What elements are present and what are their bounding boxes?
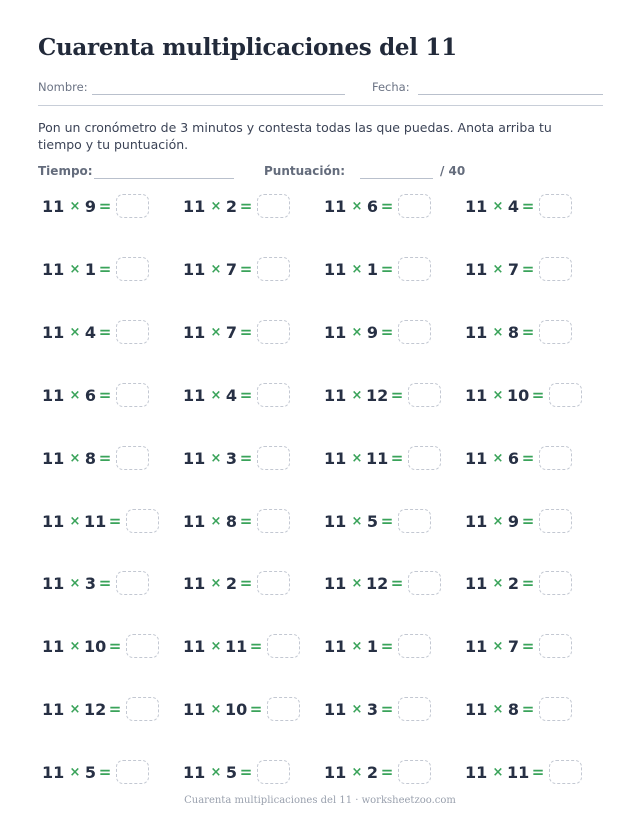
- factor-b: 6: [84, 385, 96, 405]
- answer-box[interactable]: [126, 509, 159, 533]
- equals-sign: =: [98, 449, 112, 467]
- equals-sign: =: [239, 197, 253, 215]
- problem: [324, 319, 431, 345]
- factor-a: 11: [324, 573, 347, 593]
- equals-sign: =: [521, 197, 535, 215]
- factor-a: 11: [42, 511, 65, 531]
- factor-a: 11: [465, 573, 488, 593]
- problem: [465, 508, 572, 534]
- factor-a: 11: [183, 511, 206, 531]
- problem: [183, 633, 300, 659]
- answer-box[interactable]: [257, 760, 290, 784]
- times-sign: ×: [69, 575, 81, 591]
- equals-sign: =: [249, 700, 263, 718]
- times-sign: ×: [492, 324, 504, 340]
- problem: [42, 508, 159, 534]
- factor-a: 11: [183, 762, 206, 782]
- times-sign: ×: [492, 261, 504, 277]
- problem: [465, 696, 572, 722]
- factor-b: 5: [366, 511, 378, 531]
- equals-sign: =: [531, 763, 545, 781]
- equals-sign: =: [390, 574, 404, 592]
- answer-box[interactable]: [257, 257, 290, 281]
- answer-box[interactable]: [257, 509, 290, 533]
- problem: [42, 633, 159, 659]
- factor-b: 9: [366, 322, 378, 342]
- factor-a: 11: [324, 259, 347, 279]
- factor-a: 11: [324, 385, 347, 405]
- times-sign: ×: [351, 701, 363, 717]
- problem: [42, 759, 149, 785]
- factor-b: 3: [225, 448, 237, 468]
- factor-b: 5: [84, 762, 96, 782]
- factor-a: 11: [42, 636, 65, 656]
- problem: [324, 508, 431, 534]
- problem: [324, 445, 441, 471]
- equals-sign: =: [239, 323, 253, 341]
- equals-sign: =: [521, 637, 535, 655]
- equals-sign: =: [98, 197, 112, 215]
- equals-sign: =: [380, 512, 394, 530]
- answer-box[interactable]: [539, 320, 572, 344]
- score-total: / 40: [440, 164, 466, 178]
- footer-text: Cuarenta multiplicaciones del 11 · worksheetzoo.com: [184, 795, 456, 806]
- problem: [183, 570, 290, 596]
- problem: [465, 445, 572, 471]
- times-sign: ×: [492, 513, 504, 529]
- factor-b: 4: [84, 322, 96, 342]
- times-sign: ×: [351, 450, 363, 466]
- answer-box[interactable]: [398, 760, 431, 784]
- equals-sign: =: [108, 512, 122, 530]
- equals-sign: =: [98, 763, 112, 781]
- times-sign: ×: [351, 575, 363, 591]
- problem: [183, 319, 290, 345]
- answer-box[interactable]: [116, 194, 149, 218]
- score-label: Puntuación:: [264, 164, 346, 178]
- equals-sign: =: [380, 323, 394, 341]
- problem: [183, 696, 300, 722]
- problem: [324, 759, 431, 785]
- equals-sign: =: [380, 197, 394, 215]
- factor-b: 2: [366, 762, 378, 782]
- equals-sign: =: [521, 574, 535, 592]
- answer-box[interactable]: [408, 446, 441, 470]
- equals-sign: =: [521, 260, 535, 278]
- factor-a: 11: [324, 636, 347, 656]
- answer-box[interactable]: [398, 634, 431, 658]
- factor-b: 2: [507, 573, 519, 593]
- equals-sign: =: [380, 700, 394, 718]
- factor-a: 11: [465, 385, 488, 405]
- answer-box[interactable]: [116, 571, 149, 595]
- factor-a: 11: [183, 322, 206, 342]
- problem: [465, 382, 582, 408]
- factor-b: 1: [366, 636, 378, 656]
- problem: [183, 759, 290, 785]
- factor-b: 5: [225, 762, 237, 782]
- answer-box[interactable]: [539, 194, 572, 218]
- equals-sign: =: [531, 386, 545, 404]
- times-sign: ×: [492, 198, 504, 214]
- times-sign: ×: [351, 198, 363, 214]
- answer-box[interactable]: [398, 697, 431, 721]
- factor-a: 11: [465, 699, 488, 719]
- equals-sign: =: [98, 386, 112, 404]
- answer-box[interactable]: [398, 320, 431, 344]
- answer-box[interactable]: [398, 257, 431, 281]
- factor-a: 11: [183, 699, 206, 719]
- factor-a: 11: [324, 322, 347, 342]
- answer-box[interactable]: [257, 320, 290, 344]
- answer-box[interactable]: [539, 509, 572, 533]
- problem: [183, 445, 290, 471]
- factor-b: 8: [84, 448, 96, 468]
- name-label: Nombre:: [38, 80, 88, 94]
- times-sign: ×: [492, 575, 504, 591]
- factor-b: 11: [84, 511, 107, 531]
- answer-box[interactable]: [549, 760, 582, 784]
- problem: [183, 508, 290, 534]
- problem: [42, 696, 159, 722]
- factor-a: 11: [324, 762, 347, 782]
- factor-b: 11: [225, 636, 248, 656]
- problem: [465, 256, 572, 282]
- factor-a: 11: [324, 699, 347, 719]
- factor-b: 12: [366, 573, 389, 593]
- factor-b: 10: [225, 699, 248, 719]
- equals-sign: =: [239, 449, 253, 467]
- times-sign: ×: [69, 764, 81, 780]
- page-title: Cuarenta multiplicaciones del 11: [38, 34, 457, 61]
- factor-b: 8: [507, 699, 519, 719]
- factor-b: 11: [366, 448, 389, 468]
- factor-b: 4: [225, 385, 237, 405]
- factor-b: 12: [366, 385, 389, 405]
- factor-a: 11: [42, 573, 65, 593]
- factor-a: 11: [42, 259, 65, 279]
- equals-sign: =: [521, 449, 535, 467]
- answer-box[interactable]: [539, 634, 572, 658]
- answer-box[interactable]: [126, 697, 159, 721]
- factor-a: 11: [183, 196, 206, 216]
- factor-a: 11: [42, 196, 65, 216]
- problem: [42, 256, 149, 282]
- problem: [324, 633, 431, 659]
- problem: [324, 193, 431, 219]
- equals-sign: =: [521, 512, 535, 530]
- times-sign: ×: [351, 638, 363, 654]
- times-sign: ×: [492, 764, 504, 780]
- equals-sign: =: [390, 386, 404, 404]
- times-sign: ×: [69, 701, 81, 717]
- answer-box[interactable]: [126, 634, 159, 658]
- factor-a: 11: [465, 196, 488, 216]
- problem: [465, 570, 572, 596]
- factor-a: 11: [183, 573, 206, 593]
- problem: [465, 633, 572, 659]
- problem: [324, 570, 441, 596]
- factor-a: 11: [183, 448, 206, 468]
- answer-box[interactable]: [116, 257, 149, 281]
- times-sign: ×: [210, 324, 222, 340]
- instructions-text: Pon un cronómetro de 3 minutos y contesta todas las que puedas. Anota arriba tu tiempo y tu puntuación.: [38, 120, 552, 152]
- times-sign: ×: [210, 701, 222, 717]
- factor-a: 11: [465, 322, 488, 342]
- answer-box[interactable]: [539, 571, 572, 595]
- equals-sign: =: [249, 637, 263, 655]
- times-sign: ×: [351, 513, 363, 529]
- answer-box[interactable]: [267, 697, 300, 721]
- equals-sign: =: [380, 260, 394, 278]
- factor-a: 11: [465, 636, 488, 656]
- factor-b: 3: [366, 699, 378, 719]
- problem: [183, 193, 290, 219]
- factor-b: 6: [507, 448, 519, 468]
- factor-a: 11: [324, 511, 347, 531]
- equals-sign: =: [239, 386, 253, 404]
- times-sign: ×: [69, 261, 81, 277]
- equals-sign: =: [108, 637, 122, 655]
- times-sign: ×: [69, 324, 81, 340]
- equals-sign: =: [239, 763, 253, 781]
- time-label: Tiempo:: [38, 164, 93, 178]
- times-sign: ×: [351, 324, 363, 340]
- times-sign: ×: [492, 450, 504, 466]
- answer-box[interactable]: [257, 571, 290, 595]
- factor-b: 2: [225, 573, 237, 593]
- times-sign: ×: [210, 198, 222, 214]
- equals-sign: =: [98, 323, 112, 341]
- answer-box[interactable]: [116, 383, 149, 407]
- factor-b: 7: [225, 322, 237, 342]
- times-sign: ×: [210, 764, 222, 780]
- times-sign: ×: [210, 638, 222, 654]
- factor-b: 12: [84, 699, 107, 719]
- date-label: Fecha:: [372, 80, 410, 94]
- factor-b: 1: [84, 259, 96, 279]
- answer-box[interactable]: [116, 320, 149, 344]
- times-sign: ×: [69, 387, 81, 403]
- answer-box[interactable]: [549, 383, 582, 407]
- answer-box[interactable]: [539, 257, 572, 281]
- times-sign: ×: [210, 387, 222, 403]
- factor-a: 11: [42, 699, 65, 719]
- equals-sign: =: [239, 574, 253, 592]
- times-sign: ×: [210, 513, 222, 529]
- factor-b: 6: [366, 196, 378, 216]
- factor-b: 10: [84, 636, 107, 656]
- factor-b: 11: [507, 762, 530, 782]
- times-sign: ×: [492, 638, 504, 654]
- equals-sign: =: [98, 260, 112, 278]
- problem: [324, 696, 431, 722]
- factor-a: 11: [324, 448, 347, 468]
- factor-a: 11: [42, 448, 65, 468]
- answer-box[interactable]: [539, 446, 572, 470]
- problem: [183, 256, 290, 282]
- problem: [183, 382, 290, 408]
- factor-a: 11: [183, 636, 206, 656]
- factor-a: 11: [42, 762, 65, 782]
- problem: [42, 319, 149, 345]
- times-sign: ×: [492, 387, 504, 403]
- factor-b: 9: [84, 196, 96, 216]
- factor-b: 3: [84, 573, 96, 593]
- equals-sign: =: [521, 700, 535, 718]
- answer-box[interactable]: [116, 446, 149, 470]
- factor-a: 11: [183, 259, 206, 279]
- times-sign: ×: [69, 450, 81, 466]
- answer-box[interactable]: [257, 383, 290, 407]
- equals-sign: =: [239, 512, 253, 530]
- factor-b: 2: [225, 196, 237, 216]
- times-sign: ×: [351, 261, 363, 277]
- times-sign: ×: [492, 701, 504, 717]
- factor-a: 11: [42, 385, 65, 405]
- equals-sign: =: [98, 574, 112, 592]
- answer-box[interactable]: [257, 194, 290, 218]
- answer-box[interactable]: [398, 509, 431, 533]
- problem: [324, 382, 441, 408]
- answer-box[interactable]: [398, 194, 431, 218]
- times-sign: ×: [69, 513, 81, 529]
- factor-b: 8: [225, 511, 237, 531]
- equals-sign: =: [380, 763, 394, 781]
- factor-a: 11: [465, 511, 488, 531]
- problem: [42, 193, 149, 219]
- factor-a: 11: [324, 196, 347, 216]
- answer-box[interactable]: [408, 383, 441, 407]
- answer-box[interactable]: [267, 634, 300, 658]
- problem: [465, 319, 572, 345]
- answer-box[interactable]: [539, 697, 572, 721]
- factor-a: 11: [183, 385, 206, 405]
- times-sign: ×: [351, 387, 363, 403]
- equals-sign: =: [521, 323, 535, 341]
- factor-b: 7: [225, 259, 237, 279]
- factor-b: 4: [507, 196, 519, 216]
- equals-sign: =: [108, 700, 122, 718]
- factor-b: 7: [507, 636, 519, 656]
- factor-a: 11: [465, 259, 488, 279]
- times-sign: ×: [210, 261, 222, 277]
- factor-a: 11: [465, 762, 488, 782]
- factor-b: 9: [507, 511, 519, 531]
- answer-box[interactable]: [257, 446, 290, 470]
- problem: [42, 570, 149, 596]
- answer-box[interactable]: [116, 760, 149, 784]
- answer-box[interactable]: [408, 571, 441, 595]
- factor-b: 10: [507, 385, 530, 405]
- factor-a: 11: [465, 448, 488, 468]
- problem: [324, 256, 431, 282]
- times-sign: ×: [69, 198, 81, 214]
- factor-b: 8: [507, 322, 519, 342]
- equals-sign: =: [239, 260, 253, 278]
- factor-a: 11: [42, 322, 65, 342]
- times-sign: ×: [210, 450, 222, 466]
- problem: [42, 382, 149, 408]
- factor-b: 7: [507, 259, 519, 279]
- equals-sign: =: [380, 637, 394, 655]
- equals-sign: =: [390, 449, 404, 467]
- factor-b: 1: [366, 259, 378, 279]
- times-sign: ×: [210, 575, 222, 591]
- times-sign: ×: [351, 764, 363, 780]
- times-sign: ×: [69, 638, 81, 654]
- problem: [42, 445, 149, 471]
- problem: [465, 759, 582, 785]
- problem: [465, 193, 572, 219]
